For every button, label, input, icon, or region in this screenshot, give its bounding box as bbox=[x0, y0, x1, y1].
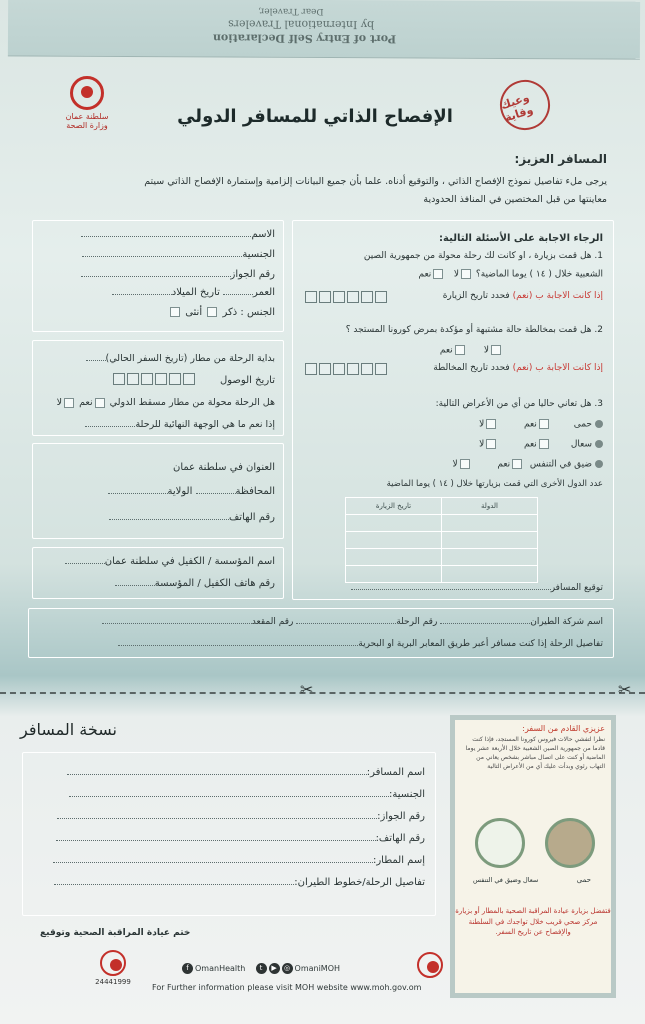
flight-details-row[interactable]: اسم شركة الطيران رقم الرحلة رقم المقعد bbox=[102, 617, 603, 627]
q1-line-2: الشعبية خلال ( ١٤ ) يوما الماضية؟ لا نعم bbox=[418, 269, 603, 280]
traveler-copy-title: نسخة المسافر bbox=[20, 720, 117, 739]
q2-yes-checkbox[interactable] bbox=[455, 345, 465, 355]
copy-phone[interactable]: رقم الهاتف: bbox=[56, 833, 425, 844]
q2-date-boxes[interactable] bbox=[305, 363, 387, 375]
info-card bbox=[450, 715, 616, 998]
q1-if-yes: إذا كانت الاجابة ب (نعم) فحدد تاريخ الزيارة bbox=[442, 291, 603, 301]
copy-passport[interactable]: رقم الجواز: bbox=[57, 811, 425, 822]
land-sea-row[interactable]: تفاصيل الرحلة إذا كنت مسافر أعبر طريق المعابر البرية او البحرية bbox=[118, 639, 603, 649]
q1-line-1: 1. هل قمت بزيارة ، او كانت لك رحلة محولة من جمهورية الصين bbox=[363, 251, 603, 261]
card-body: نظرا لتفشي حالات فيروس كورونا المستجد، فإذا كنت قادما من جمهورية الصين الشعبية خلال الأربعة عشر يوما الماضية أو كنت على اتصال مباشر بشخص يعاني من التهاب رئوي وبدأت عليك أي من الأعراض التالية bbox=[465, 736, 605, 770]
copy-airport[interactable]: إسم المطار: bbox=[53, 855, 425, 866]
symptom-cough: سعال نعم لا bbox=[479, 439, 603, 450]
table-row[interactable] bbox=[346, 532, 538, 549]
gender-label[interactable]: الجنس : ذكر أنثى bbox=[168, 307, 275, 318]
age-label[interactable]: العمر تاريخ الميلاد bbox=[112, 287, 275, 298]
footer-moh-logo bbox=[410, 952, 450, 980]
greeting: المسافر العزيز: bbox=[514, 152, 607, 166]
card-cough: سعال وضيق في التنفس bbox=[473, 876, 539, 884]
transit-label[interactable]: هل الرحلة محولة من مطار مسقط الدولي نعم لا bbox=[56, 397, 275, 408]
scissors-icon: ✂ bbox=[300, 680, 314, 699]
footer-social: f OmanHealth t ▶ ◎ OmaniMOH bbox=[182, 963, 340, 974]
traveler-copy-box bbox=[22, 752, 436, 916]
address-box bbox=[32, 443, 284, 539]
female-checkbox[interactable] bbox=[170, 307, 180, 317]
sponsor-phone-label[interactable]: رقم هاتف الكفيل / المؤسسة bbox=[115, 578, 275, 589]
card-head: عزيزي القادم من السفر: bbox=[522, 724, 605, 733]
facebook-icon[interactable]: f bbox=[182, 963, 193, 974]
copy-name[interactable]: اسم المسافر: bbox=[67, 767, 425, 778]
footer-moh-emblem-icon bbox=[417, 952, 443, 978]
male-checkbox[interactable] bbox=[207, 307, 217, 317]
personal-info-box bbox=[32, 220, 284, 332]
moh-emblem-icon bbox=[70, 76, 104, 110]
q2-if-yes: إذا كانت الاجابة ب (نعم) فحدد تاريخ المخالطة bbox=[433, 363, 603, 373]
youtube-icon[interactable]: ▶ bbox=[269, 963, 280, 974]
flap-dear: Dear Traveler, bbox=[258, 5, 324, 16]
scissors-icon-right: ✂ bbox=[618, 680, 632, 699]
awareness-stamp: وعيك وقاية bbox=[493, 73, 556, 136]
q1-date-boxes[interactable] bbox=[305, 291, 387, 303]
q2-options: لا نعم bbox=[440, 345, 503, 356]
sponsor-box bbox=[32, 547, 284, 599]
arrival-date-boxes[interactable] bbox=[113, 373, 195, 385]
copy-nationality[interactable]: الجنسية: bbox=[69, 789, 425, 800]
copy-flight[interactable]: تفاصيل الرحلة/خطوط الطيران: bbox=[54, 877, 425, 888]
instagram-icon[interactable]: ◎ bbox=[282, 963, 293, 974]
symptom-fever: حمى نعم لا bbox=[479, 419, 603, 430]
q3-text: 3. هل تعاني حاليا من أي من الأعراض التالية: bbox=[435, 399, 603, 409]
cut-line bbox=[0, 692, 645, 694]
fever-illustration bbox=[545, 818, 595, 868]
card-foot: فتفضل بزيارة عيادة المراقبة الصحية بالمطار أو بزيارة مركز صحي قريب خلال تواجدك في السلطنة والإفصاح عن تاريخ السفر. bbox=[455, 907, 611, 936]
questions-box bbox=[292, 220, 614, 600]
footer-logo bbox=[88, 950, 138, 986]
arrival-label: تاريخ الوصول bbox=[220, 375, 275, 386]
q2-text: 2. هل قمت بمخالطة حالة مشتبهة أو مؤكدة بمرض كورونا المستجد ؟ bbox=[345, 325, 603, 335]
intro-line-2: معاينتها من قبل المختصين في المنافذ الحدودية bbox=[423, 194, 607, 205]
stamp-note: ختم عيادة المراقبة الصحية وتوقيع bbox=[40, 928, 191, 938]
col-country: الدولة bbox=[442, 498, 538, 515]
address-title: العنوان في سلطنة عمان bbox=[172, 462, 275, 473]
footer-info[interactable]: For Further information please visit MOH website www.moh.gov.om bbox=[152, 983, 422, 992]
countries-label: عدد الدول الأخرى التي قمت بزيارتها خلال ( ١٤ ) يوما الماضية bbox=[386, 479, 603, 489]
q1-no-checkbox[interactable] bbox=[461, 269, 471, 279]
name-label[interactable]: الاسم bbox=[81, 229, 275, 240]
table-row[interactable] bbox=[346, 566, 538, 583]
card-fever: حمى bbox=[576, 876, 591, 884]
countries-table bbox=[345, 497, 538, 583]
flap-line2: by International Travelers bbox=[227, 17, 375, 32]
q1-yes-checkbox[interactable] bbox=[433, 269, 443, 279]
questions-header: الرجاء الاجابة على الأسئلة التالية: bbox=[439, 233, 603, 244]
intro-line-1: يرجى ملء تفاصيل نموذج الإفصاح الذاتي ، والتوقيع أدناه. علما بأن جميع البيانات إلزامية وإستمارة الإفصاح الذاتي سيتم bbox=[144, 176, 607, 187]
symptom-breath: ضيق في التنفس نعم لا bbox=[452, 459, 603, 470]
governorate-label[interactable]: المحافظة الولاية bbox=[108, 486, 275, 497]
sponsor-name-label[interactable]: اسم المؤسسة / الكفيل في سلطنة عمان bbox=[65, 556, 275, 567]
passport-label[interactable]: رقم الجواز bbox=[81, 269, 276, 280]
flight-box bbox=[28, 608, 614, 658]
address-phone-label[interactable]: رقم الهاتف bbox=[109, 512, 275, 523]
flap-title: Port of Entry Self Declaration bbox=[212, 31, 397, 46]
top-flap bbox=[8, 0, 640, 60]
page-title: الإفصاح الذاتي للمسافر الدولي bbox=[177, 106, 453, 127]
ministry-country: سلطنة عمان bbox=[65, 112, 109, 121]
cough-illustration bbox=[475, 818, 525, 868]
nationality-label[interactable]: الجنسية bbox=[82, 249, 275, 260]
final-destination-label[interactable]: إذا نعم ما هي الوجهة النهائية للرحلة bbox=[85, 419, 275, 430]
ministry-logo bbox=[62, 76, 112, 130]
footer-phone: 24441999 bbox=[95, 978, 131, 986]
table-row[interactable] bbox=[346, 549, 538, 566]
twitter-icon[interactable]: t bbox=[256, 963, 267, 974]
q2-no-checkbox[interactable] bbox=[491, 345, 501, 355]
table-row[interactable] bbox=[346, 515, 538, 532]
col-visit-date: تاريخ الزيارة bbox=[346, 498, 442, 515]
footer-emblem-icon bbox=[100, 950, 126, 976]
ministry-name: وزارة الصحة bbox=[66, 121, 108, 130]
trip-box bbox=[32, 340, 284, 436]
signature-label[interactable]: توقيع المسافر bbox=[351, 583, 603, 593]
trip-start-label[interactable]: بداية الرحلة من مطار (تاريخ السفر الحالي) bbox=[86, 353, 275, 364]
